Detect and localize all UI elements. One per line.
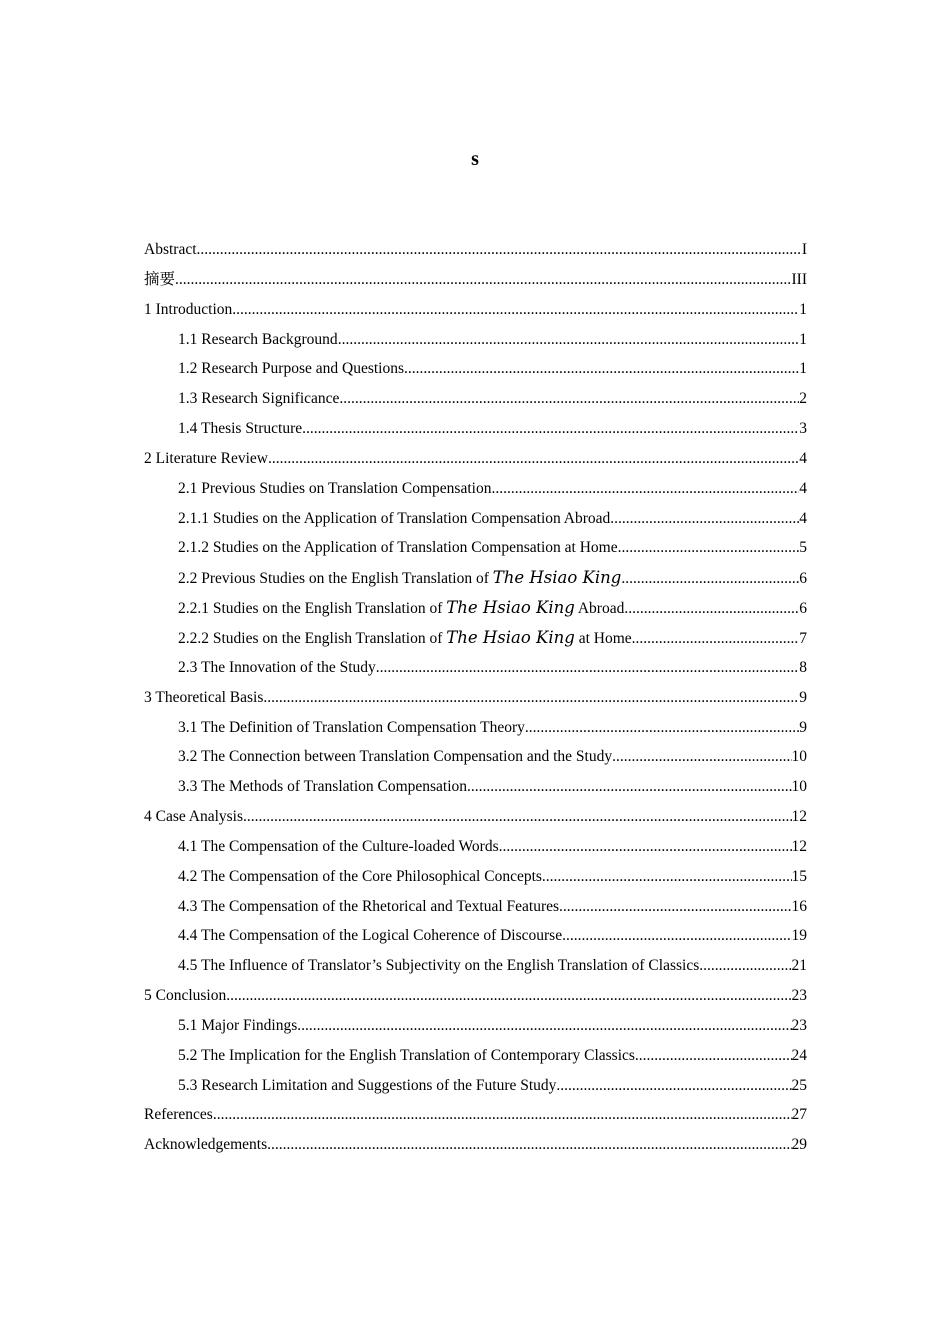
toc-entry[interactable] (144, 354, 807, 384)
toc-entry[interactable] (144, 593, 807, 623)
toc-entry-text: 3.2 The Connection between Translation Compensation and the Study (178, 748, 613, 766)
toc-dot-leader (297, 1011, 791, 1041)
toc-entry-text: 1 Introduction (144, 300, 233, 318)
toc-entry-text: 摘要 (144, 270, 176, 288)
toc-entry[interactable] (144, 742, 807, 772)
toc-entry[interactable] (144, 533, 807, 563)
toc-page-number: 9 (799, 688, 807, 706)
toc-entry-text: Acknowledgements (144, 1136, 268, 1154)
toc-entry-title (178, 414, 302, 444)
toc-dot-leader (491, 474, 799, 504)
toc-entry-text: 2.1.1 Studies on the Application of Translation Compensation Abroad (178, 509, 611, 527)
toc-entry-text: 5 Conclusion (144, 987, 227, 1005)
toc-page-number: 12 (791, 808, 807, 826)
toc-entry-text: 2.3 The Innovation of the Study (178, 658, 376, 676)
page-title: s (471, 148, 479, 170)
toc-page-number: 3 (799, 420, 807, 438)
toc-entry[interactable] (144, 1041, 807, 1071)
toc-page-number: 1 (799, 360, 807, 378)
toc-entry-title (178, 563, 621, 594)
toc-dot-leader (621, 564, 799, 594)
toc-page-number: 1 (799, 330, 807, 348)
toc-dot-leader (376, 653, 800, 683)
toc-page-number: 23 (791, 1016, 807, 1034)
toc-entry-title (178, 653, 376, 683)
toc-dot-leader (338, 325, 800, 355)
toc-entry-title (178, 623, 632, 654)
toc-dot-leader (556, 1071, 791, 1101)
toc-entry-title (178, 474, 491, 504)
toc-entry-text: 3 Theoretical Basis (144, 688, 264, 706)
toc-entry[interactable] (144, 235, 807, 265)
toc-entry-title (144, 683, 263, 713)
toc-entry-title (178, 1041, 635, 1071)
toc-entry-title (144, 802, 243, 832)
toc-entry[interactable] (144, 1130, 807, 1160)
toc-entry-title (144, 235, 197, 265)
toc-page-number: 21 (791, 957, 807, 975)
toc-page-number: 15 (791, 867, 807, 885)
toc-entry-book-title: The Hsiao King (446, 598, 575, 618)
toc-entry-title (178, 504, 610, 534)
toc-entry[interactable] (144, 384, 807, 414)
toc-page-number: 29 (791, 1136, 807, 1154)
toc-page-number: 27 (791, 1106, 807, 1124)
toc-entry[interactable] (144, 295, 807, 325)
toc-page-number: I (801, 241, 807, 258)
toc-entry-text: 4 Case Analysis (144, 808, 244, 826)
toc-dot-leader (263, 683, 799, 713)
toc-entry-text: 1.2 Research Purpose and Questions (178, 360, 404, 378)
toc-entry-title (178, 921, 562, 951)
toc-dot-leader (699, 951, 791, 981)
toc-entry-text: 4.5 The Influence of Translator’s Subjectivity on the English Translation of Classics (178, 957, 700, 975)
toc-entry-title (178, 533, 618, 563)
toc-entry[interactable] (144, 921, 807, 951)
toc-dot-leader (632, 624, 800, 654)
toc-entry-text: 4.4 The Compensation of the Logical Coherence of Discourse (178, 927, 563, 945)
toc-page-number: 12 (791, 837, 807, 855)
toc-dot-leader (232, 295, 799, 325)
toc-entry[interactable] (144, 683, 807, 713)
toc-entry[interactable] (144, 325, 807, 355)
toc-entry-title (144, 265, 175, 295)
toc-entry-title (178, 742, 612, 772)
toc-page-number: 2 (799, 390, 807, 408)
toc-page-number: 4 (799, 509, 807, 527)
toc-entry-title (178, 862, 542, 892)
toc-entry[interactable] (144, 772, 807, 802)
toc-entry-text: 2.2.2 Studies on the English Translation of (178, 629, 447, 647)
toc-entry-text: 3.3 The Methods of Translation Compensation (178, 778, 468, 796)
toc-entry[interactable] (144, 862, 807, 892)
toc-entry-text-suffix: at Home (574, 629, 632, 647)
toc-page-number: 4 (799, 479, 807, 497)
toc-entry-title (144, 1130, 267, 1160)
toc-dot-leader (559, 892, 791, 922)
toc-entry-text: 2.2.1 Studies on the English Translation of (178, 600, 447, 618)
toc-dot-leader (499, 832, 792, 862)
toc-entry-title (178, 1071, 556, 1101)
toc-entry[interactable] (144, 981, 807, 1011)
toc-dot-leader (624, 594, 799, 624)
toc-entry-text: 5.2 The Implication for the English Translation of Contemporary Classics (178, 1046, 635, 1064)
toc-page-number: III (791, 270, 807, 288)
toc-dot-leader (302, 414, 799, 444)
toc-page-number: 6 (799, 600, 807, 618)
toc-page-number: 16 (791, 897, 807, 915)
toc-entry-text: 3.1 The Definition of Translation Compensation Theory (178, 718, 525, 736)
toc-entry-text-suffix: Abroad (574, 600, 625, 618)
toc-entry-title (178, 593, 624, 624)
toc-entry[interactable] (144, 892, 807, 922)
toc-entry[interactable] (144, 802, 807, 832)
toc-page-number: 9 (799, 718, 807, 736)
toc-dot-leader (404, 354, 799, 384)
toc-entry[interactable] (144, 265, 807, 295)
toc-entry-text: 1.3 Research Significance (178, 390, 340, 408)
toc-entry-title (178, 772, 467, 802)
toc-page-number: 5 (799, 539, 807, 557)
toc-dot-leader (339, 384, 799, 414)
toc-dot-leader (267, 1130, 791, 1160)
toc-page-number: 19 (791, 927, 807, 945)
toc-page-number: 23 (791, 987, 807, 1005)
toc-page-number: 8 (799, 658, 807, 676)
toc-entry-title (178, 892, 559, 922)
toc-entry[interactable] (144, 653, 807, 683)
toc-dot-leader (213, 1100, 792, 1130)
toc-page-number: 4 (799, 449, 807, 467)
toc-entry-text: 2 Literature Review (144, 449, 268, 467)
toc-dot-leader (562, 921, 791, 951)
toc-entry-title (178, 713, 525, 743)
toc-dot-leader (243, 802, 791, 832)
toc-entry-text: 4.1 The Compensation of the Culture-loaded Words (178, 837, 499, 855)
toc-entry-title (178, 1011, 297, 1041)
toc-entry-text: 4.3 The Compensation of the Rhetorical and Textual Features (178, 897, 560, 915)
toc-page-number: 10 (791, 778, 807, 796)
toc-entry[interactable] (144, 563, 807, 593)
toc-entry-title (144, 1100, 213, 1130)
toc-entry-book-title: The Hsiao King (492, 568, 622, 588)
toc-entry-title (178, 832, 499, 862)
toc-entry-text: 1.1 Research Background (178, 330, 338, 348)
toc-entry[interactable] (144, 832, 807, 862)
toc-entry-title (144, 981, 226, 1011)
toc-entry[interactable] (144, 951, 807, 981)
toc-entry-title (178, 384, 339, 414)
toc-entry[interactable] (144, 504, 807, 534)
toc-page-number: 25 (791, 1076, 807, 1094)
toc-dot-leader (467, 772, 791, 802)
toc-entry-title (178, 354, 404, 384)
toc-entry-text: 2.1 Previous Studies on Translation Compensation (178, 479, 492, 497)
toc-dot-leader (635, 1041, 792, 1071)
toc-entry[interactable] (144, 444, 807, 474)
toc-page-number: 7 (799, 629, 807, 647)
toc-entry-title (144, 295, 232, 325)
toc-entry-text: 4.2 The Compensation of the Core Philosophical Concepts (178, 867, 542, 885)
toc-entry[interactable] (144, 1071, 807, 1101)
toc-entry[interactable] (144, 713, 807, 743)
toc-dot-leader (226, 981, 791, 1011)
toc-dot-leader (542, 862, 792, 892)
toc-dot-leader (268, 444, 799, 474)
toc-dot-leader (175, 265, 791, 295)
toc-dot-leader (612, 742, 791, 772)
toc-entry-title (178, 325, 338, 355)
toc-entry-text: Abstract (144, 241, 197, 258)
toc-entry[interactable] (144, 1100, 807, 1130)
toc-page-number: 10 (791, 748, 807, 766)
toc-dot-leader (525, 713, 799, 743)
toc-entry-book-title: The Hsiao King (446, 627, 575, 647)
toc-entry[interactable] (144, 1011, 807, 1041)
toc-entry[interactable] (144, 474, 807, 504)
table-of-contents (144, 235, 807, 1160)
toc-page-number: 6 (799, 570, 807, 588)
toc-entry[interactable] (144, 414, 807, 444)
toc-dot-leader (618, 533, 800, 563)
toc-page-number: 1 (799, 300, 807, 318)
toc-entry-text: 5.1 Major Findings (178, 1016, 298, 1034)
toc-entry-text: References (144, 1106, 213, 1124)
toc-page-number: 24 (791, 1046, 807, 1064)
toc-entry[interactable] (144, 623, 807, 653)
toc-entry-text: 5.3 Research Limitation and Suggestions of the Future Study (178, 1076, 557, 1094)
toc-dot-leader (197, 235, 802, 265)
toc-entry-text: 2.2 Previous Studies on the English Translation of (178, 570, 493, 588)
toc-entry-title (178, 951, 699, 981)
toc-entry-title (144, 444, 268, 474)
toc-entry-text: 2.1.2 Studies on the Application of Translation Compensation at Home (178, 539, 618, 557)
toc-dot-leader (610, 504, 799, 534)
toc-entry-text: 1.4 Thesis Structure (178, 420, 303, 438)
